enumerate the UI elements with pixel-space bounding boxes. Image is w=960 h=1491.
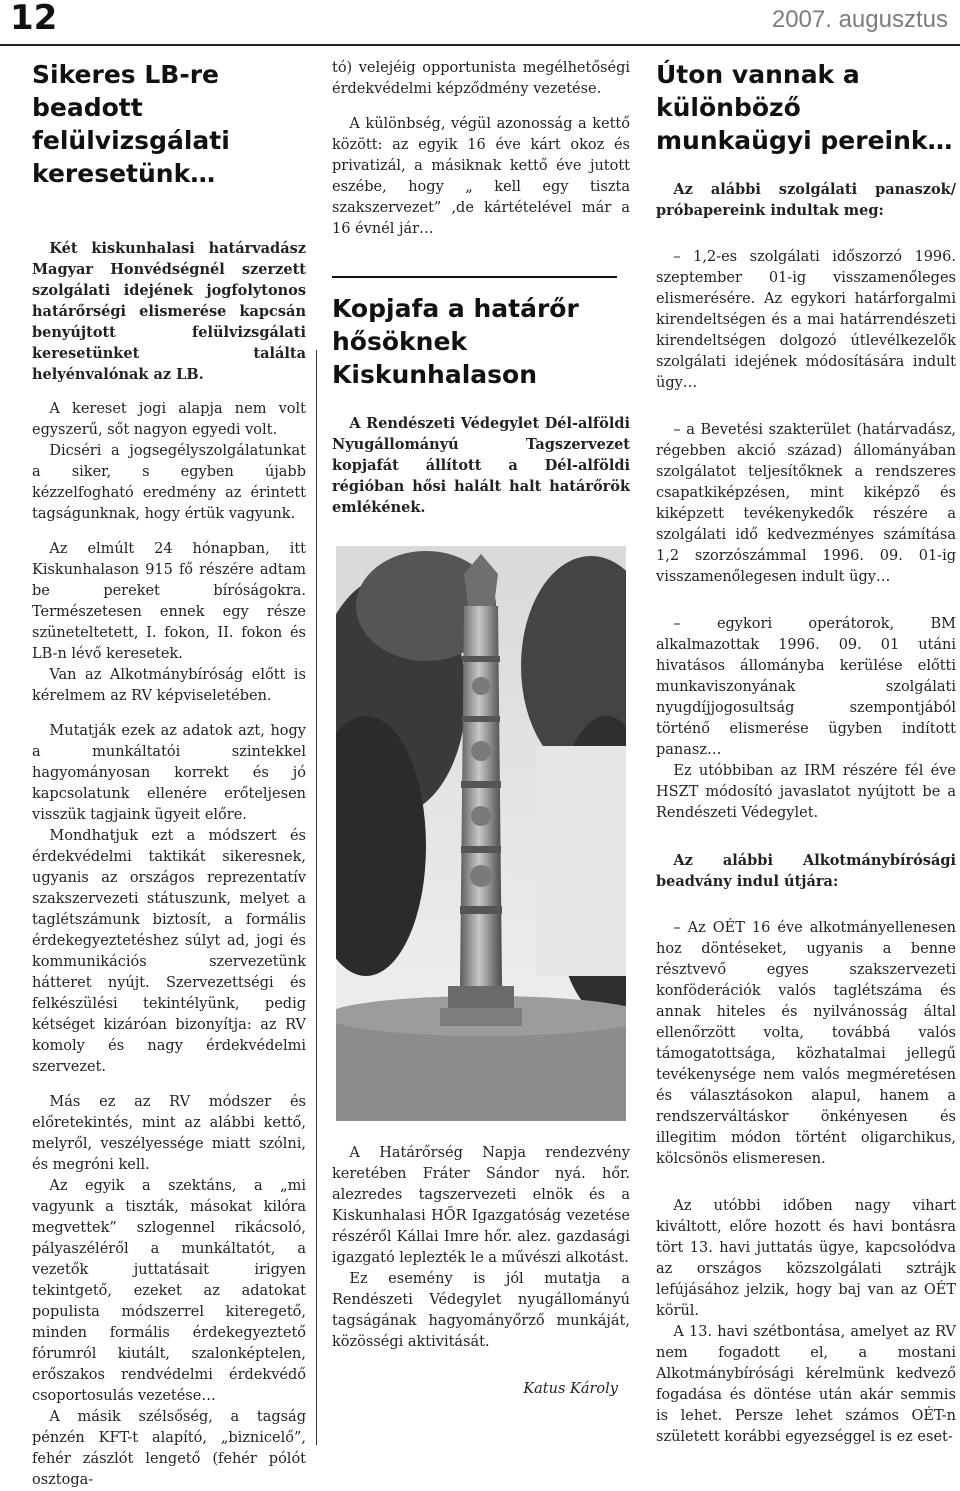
page-header [0,0,960,44]
article1-paragraph: A másik szélsőség, a tagság pénzén KFT-t alapító, „biznicelő”, fehér zászlót lengető (fehér pólót osztoga- [32,1409,306,1488]
kopjafa-photo [336,546,626,1121]
column-right [656,58,956,1448]
article3-paragraph: Az utóbbi időben nagy vihart kiváltott, előre hozott és havi bontásra tört 13. havi juttatás ügye, kapcsolódva az országos közszolgálati sztrájk lefújásához jelzik, hogy baj van az OÉT körül. [656,1198,956,1319]
article1-paragraph: Az egyik a szektáns, a „mi vagyunk a tiszták, másokat kilóra megvettek” szlogennel rikácsoló, pályaszéléről a munkáltatót, a vezetők juttatásait irigyen tekintgető, ezeket az adatokat populista módszerrel kiteregető, minden formális érdekegyeztető fórumról kiutált, szalonképtelen, erőszakos rendvédelmi érdekvédő csoportosulás vezetése… [32,1178,306,1404]
article3-title: Úton vannak a különböző munkaügyi pereink… [656,60,953,155]
article3-item: Ez utóbbiban az IRM részére fél éve HSZT módosító javaslatot nyújtott be a Rendészeti Védegylet. [656,763,956,821]
column-divider [316,350,317,1445]
article1-paragraph: A kereset jogi alapja nem volt egyszerű, sőt nagyon egyedi volt. [32,401,306,438]
article3-item: – a Bevetési szakterület (határvadász, régebben akció század) állományában szolgálatot teljesítőknek a rendszeres csapatkiképzésen, mint kiképző és kiképzett tevékenykedők részére a szolgálati idő kedvezményes számítása 1,2 szorzószámmal 1996. 09. 01-ig visszamenőlegesen indult ügy… [656,422,956,585]
article1-continuation: A különbség, végül azonosság a kettő között: az egyik 16 éve kárt okoz és privatizál, a másiknak kettő éve jutott eszébe, hogy „ kell egy tiszta szakszervezet” ,de kártételével már a 16 évnél jár… [332,116,630,237]
article1-paragraph: Dicséri a jogsegélyszolgálatunkat a siker, s egyben újabb kézzelfogható eredmény az érintett tagságunknak, hogy értük vagyunk. [32,443,306,522]
article1-paragraph: Az elmúlt 24 hónapban, itt Kiskunhalason 915 fő részére adtam be pereket bíróságokra. Természetesen ennek egy része szüneteltetett, I. fokon, II. fokon és LB-n lévő keresetek. [32,541,306,662]
article3-lead: Az alábbi szolgálati panaszok/ próbapereink indultak meg: [656,181,956,219]
article1-paragraph: Más ez az RV módszer és előretekintés, mint az alábbi kettő, melyről, veszélyessége miatt szólni, és megróni kell. [32,1094,306,1173]
section-divider [332,276,617,278]
column-left [32,58,306,1491]
author-signature: Katus Károly [523,1381,618,1397]
article3-subhead: Az alábbi Alkotmánybírósági beadvány indul útjára: [656,852,956,890]
article3-item: – 1,2-es szolgálati időszorzó 1996. szeptember 01-ig visszamenőleges elismerésére. Az egykori határforgalmi kirendeltségen és a mai határrendészeti kirendeltségen dolgozó útlevélkezelők szolgálati idejének módosítására indult ügy… [656,249,956,391]
article1-continuation: tó) velejéig opportunista megélhetőségi érdekvédelmi képződmény vezetése. [332,60,630,97]
article3-item: – egykori operátorok, BM alkalmazottak 1996. 09. 01 utáni hivatásos állományba kerülése előtti munkaviszonyának szolgálati nyugdíjjogosultság szempontjából történő elismerése ügyben indított panasz… [656,616,956,758]
article1-paragraph: Mutatják ezek az adatok azt, hogy a munkáltatói szintekkel hagyományosan korrekt és jó kapcsolatunk ellenére erőteljesen visszük tagjaink ügyeit előre. [32,723,306,823]
article2-title: Kopjafa a határőr hősöknek Kiskunhalason [332,294,579,389]
article2-lead: A Rendészeti Védegylet Dél-alföldi Nyugállományú Tagszervezet kopjafát állított a Dél-alföldi régióban hősi halált halt határőrök emlékének. [332,415,630,516]
article1-lead: Két kiskunhalasi határvadász Magyar Honvédségnél szerzett szolgálati idejének jogfolytonos határőrségi elismerése kapcsán benyújtott felülvizsgálati keresetünket találta helyénvalónak az LB. [32,240,306,383]
kopjafa-image [336,546,626,1121]
header-rule [0,44,960,46]
article1-paragraph: Van az Alkotmánybíróság előtt is kérelmem az RV képviseletében. [32,667,306,704]
photo-caption: A Határőrség Napja rendezvény keretében Fráter Sándor nyá. hőr. alezredes tagszervezeti elnök és a Kiskunhalasi HŐR Igazgatóság vezetése részéről Kállai Imre hőr. alez. gazdasági igazgató leplezték le a művészi alkotást. [332,1145,630,1266]
issue-date: 2007. augusztus [771,6,948,33]
article1-title: Sikeres LB-re beadott felülvizsgálati keresetünk… [32,60,230,188]
article3-paragraph: A 13. havi szétbontása, amelyet az RV nem fogadott el, a mostani Alkotmánybírósági kérelmünk kedvező fogadása és döntése után akár semmis is lehet. Persze lehet számos OÉT-n született korábbi egyezséggel is ez eset- [656,1324,956,1445]
column-middle [332,58,630,1400]
article1-paragraph: Mondhatjuk ezt a módszert és érdekvédelmi taktikát sikeresnek, ugyanis az országos reprezentatív szakszervezeti státuszunk, melyet a taglétszámunk biztosít, a formális érdekegyeztetéshez súlyt ad, jogi és kommunikációs szervezetünk hátteret nyújt. Szervezettségi és felkészülési tekintélyünk, pedig kétséget kizáróan bizonyítja: az RV komoly és nagy érdekvédelmi szervezet. [32,828,306,1075]
article3-paragraph: – Az OÉT 16 éve alkotmányellenesen hoz döntéseket, ugyanis a benne résztvevő egyes szakszervezeti konföderációk valós taglétszáma és annak hiteles és nyilvánosság által ellenőrzött volta, továbbá valós támogatottsága, közhatalmai jellegű tevékenysége nem valós megméretésen és választásokon alapul, hanem a rendszerváltáskor önkényesen és illegitim módon történt oligarchikus, kölcsönös elismeresen. [656,920,956,1167]
page-number: 12 [10,0,58,38]
article2-closing: Ez esemény is jól mutatja a Rendészeti Védegylet nyugállományú tagságának hagyományőrző munkáját, közösségi aktivitását. [332,1271,630,1350]
